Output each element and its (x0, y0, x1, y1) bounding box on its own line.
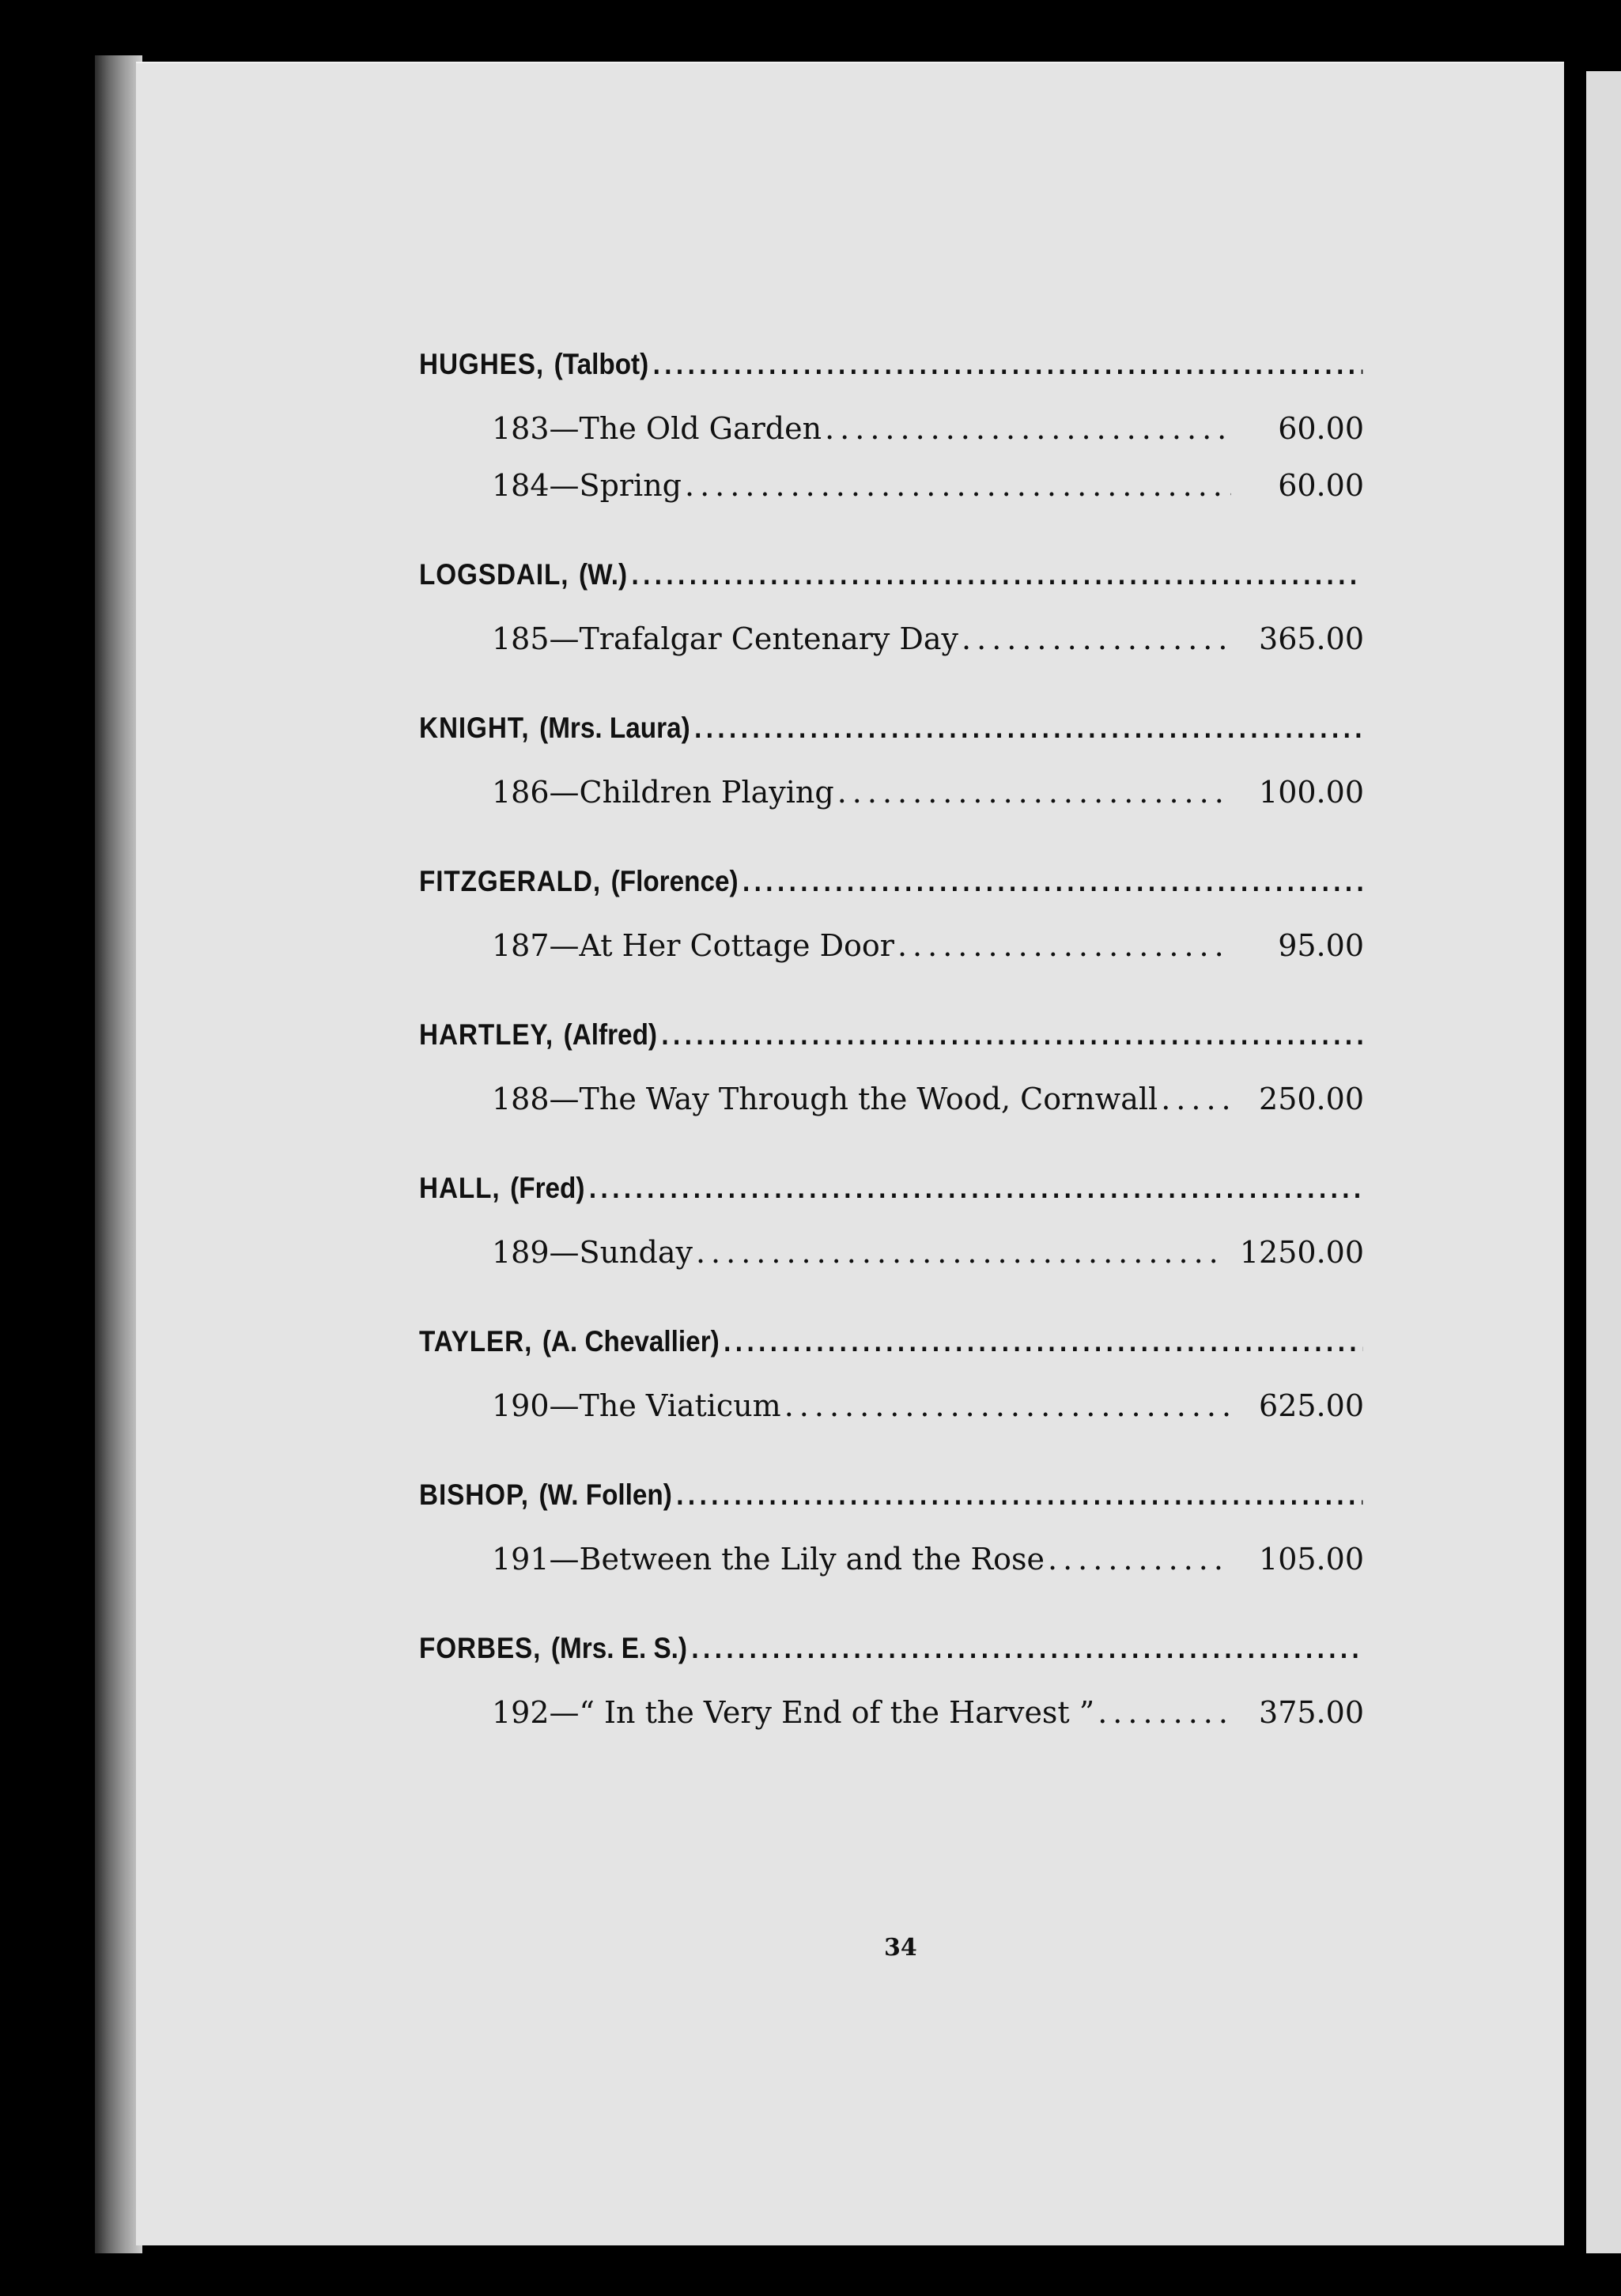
artist-entry (419, 558, 1364, 656)
dot-leader (724, 1325, 1363, 1358)
work-title: 186—Children Playing (492, 775, 834, 810)
artist-entry (419, 1172, 1364, 1270)
artist-heading (419, 1632, 1363, 1665)
artist-heading (419, 558, 1363, 591)
artist-heading (419, 348, 1363, 381)
work-price: 375.00 (1259, 1695, 1364, 1730)
work-price: 625.00 (1259, 1388, 1364, 1423)
work-line (492, 928, 1364, 963)
dot-leader (696, 1235, 1226, 1270)
dot-leader (825, 411, 1231, 446)
artist-surname: BISHOP, (419, 1478, 529, 1511)
work-title: 191—Between the Lily and the Rose (492, 1542, 1045, 1577)
work-title: 184—Spring (492, 468, 682, 503)
artist-given-name: (Alfred) (563, 1018, 658, 1051)
artist-entry (419, 348, 1364, 503)
work-line (492, 468, 1364, 503)
work-price: 105.00 (1259, 1542, 1364, 1577)
dot-leader (962, 621, 1231, 656)
adjacent-page-edge (1586, 71, 1621, 2253)
work-line (492, 1082, 1364, 1116)
artist-given-name: (A. Chevallier) (542, 1325, 720, 1358)
artist-entry (419, 865, 1364, 963)
artist-entry (419, 712, 1364, 810)
artist-surname: HUGHES, (419, 348, 545, 380)
work-title: 185—Trafalgar Centenary Day (492, 621, 959, 656)
dot-leader (742, 865, 1363, 898)
artist-entry (419, 1325, 1364, 1423)
dot-leader (784, 1388, 1231, 1423)
work-line (492, 621, 1364, 656)
dot-leader (1161, 1082, 1231, 1116)
work-line (492, 1542, 1364, 1577)
dot-leader (589, 1172, 1363, 1205)
dot-leader (661, 1018, 1362, 1052)
dot-leader (897, 928, 1231, 963)
artist-surname: FITZGERALD, (419, 865, 602, 897)
artist-given-name: (Fred) (510, 1172, 585, 1204)
work-price: 1250.00 (1239, 1235, 1364, 1270)
work-line (492, 1695, 1364, 1730)
artist-heading (419, 1018, 1363, 1052)
dot-leader (1098, 1695, 1231, 1730)
work-price: 95.00 (1278, 928, 1364, 963)
dot-leader (837, 775, 1231, 810)
work-price: 365.00 (1259, 621, 1364, 656)
artist-heading (419, 712, 1363, 745)
catalogue-entries (419, 348, 1364, 1785)
artist-given-name: (Talbot) (554, 348, 649, 380)
artist-surname: LOGSDAIL, (419, 558, 569, 591)
page-number: 34 (884, 1934, 917, 1962)
work-title: 189—Sunday (492, 1235, 693, 1270)
work-title: 183—The Old Garden (492, 411, 822, 446)
work-line (492, 1388, 1364, 1423)
artist-surname: KNIGHT, (419, 712, 530, 744)
dot-leader (653, 348, 1363, 381)
work-title: 190—The Viaticum (492, 1388, 781, 1423)
dot-leader (631, 558, 1362, 591)
work-price: 100.00 (1259, 775, 1364, 810)
work-price: 250.00 (1259, 1082, 1364, 1116)
artist-heading (419, 865, 1363, 898)
artist-heading (419, 1478, 1363, 1512)
artist-given-name: (W. Follen) (538, 1478, 672, 1511)
artist-surname: HARTLEY, (419, 1018, 554, 1051)
artist-given-name: (W.) (579, 558, 628, 591)
dot-leader (694, 712, 1363, 745)
work-title: 192—“ In the Very End of the Harvest ” (492, 1695, 1095, 1730)
dot-leader (676, 1478, 1363, 1512)
work-price: 60.00 (1278, 468, 1364, 503)
work-title: 188—The Way Through the Wood, Cornwall (492, 1082, 1158, 1116)
work-line (492, 411, 1364, 446)
book-spine-edge (95, 55, 142, 2253)
artist-heading (419, 1172, 1363, 1205)
work-line (492, 775, 1364, 810)
artist-heading (419, 1325, 1363, 1358)
work-title: 187—At Her Cottage Door (492, 928, 894, 963)
artist-surname: HALL, (419, 1172, 501, 1204)
dot-leader (1048, 1542, 1231, 1577)
artist-surname: TAYLER, (419, 1325, 533, 1358)
artist-entry (419, 1632, 1364, 1730)
dot-leader (685, 468, 1231, 503)
work-line (492, 1235, 1364, 1270)
artist-surname: FORBES, (419, 1632, 542, 1664)
artist-given-name: (Florence) (610, 865, 739, 897)
dot-leader (691, 1632, 1362, 1665)
work-price: 60.00 (1278, 411, 1364, 446)
artist-entry (419, 1018, 1364, 1116)
artist-given-name: (Mrs. Laura) (539, 712, 690, 744)
artist-entry (419, 1478, 1364, 1577)
artist-given-name: (Mrs. E. S.) (550, 1632, 688, 1664)
